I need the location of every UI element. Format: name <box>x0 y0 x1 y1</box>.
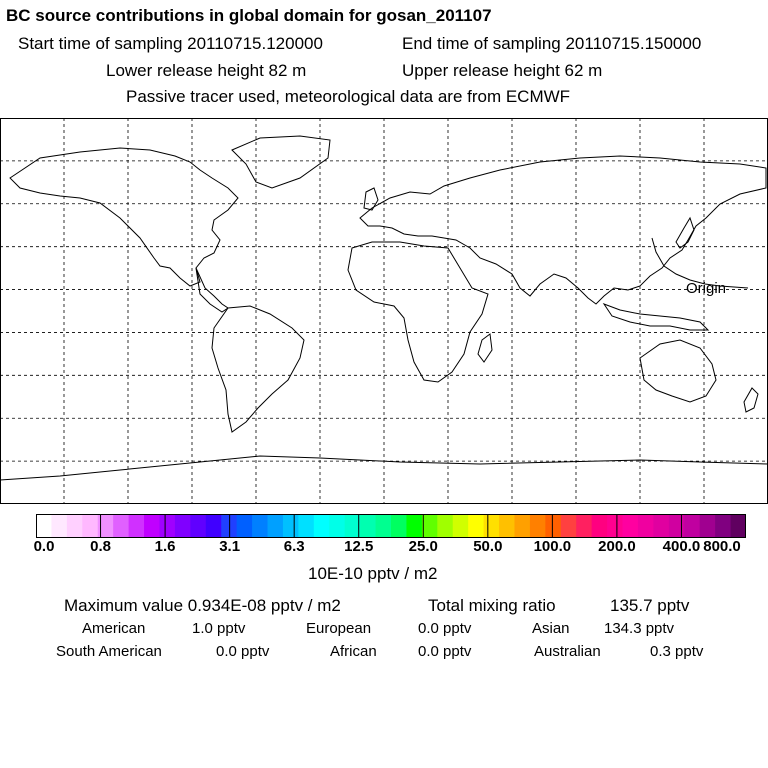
trajectory-label: Origin <box>686 280 727 297</box>
colorbar-cell <box>159 514 175 538</box>
colorbar-cell <box>175 514 191 538</box>
region-african-value: 0.0 pptv <box>418 643 472 660</box>
world-map <box>0 118 768 504</box>
colorbar-cell <box>82 514 98 538</box>
colorbar-cell <box>283 514 299 538</box>
end-time: End time of sampling 20110715.150000 <box>402 34 702 53</box>
region-european-value: 0.0 pptv <box>418 620 472 637</box>
colorbar-cell <box>129 514 145 538</box>
start-time: Start time of sampling 20110715.120000 <box>18 34 323 53</box>
colorbar-tick-label: 50.0 <box>473 538 503 555</box>
colorbar-cell <box>530 514 546 538</box>
colorbar-cell <box>391 514 407 538</box>
colorbar-cell <box>422 514 438 538</box>
colorbar-cell <box>51 514 67 538</box>
lower-release-height: Lower release height 82 m <box>106 61 307 80</box>
colorbar-tick-label: 800.0 <box>703 538 741 555</box>
colorbar-tick-label: 1.6 <box>154 538 176 555</box>
region-asian-name: Asian <box>532 620 570 637</box>
total-label: Total mixing ratio <box>428 596 556 615</box>
colorbar-cell <box>576 514 592 538</box>
region-european-name: European <box>306 620 372 637</box>
colorbar-cell <box>669 514 685 538</box>
colorbar-cell <box>406 514 422 538</box>
total-value: 135.7 pptv <box>610 596 690 615</box>
colorbar-cell <box>484 514 500 538</box>
max-value: Maximum value 0.934E-08 pptv / m2 <box>64 596 341 615</box>
colorbar-cell <box>592 514 608 538</box>
tracer-note: Passive tracer used, meteorological data are from ECMWF <box>126 87 571 106</box>
colorbar-cell <box>468 514 484 538</box>
colorbar-tick-label: 100.0 <box>533 538 572 555</box>
region-american-value: 1.0 pptv <box>192 620 246 637</box>
colorbar-cell <box>237 514 253 538</box>
colorbar-cell <box>561 514 577 538</box>
colorbar-cell <box>638 514 654 538</box>
colorbar-tick-label: 200.0 <box>598 538 636 555</box>
colorbar-cell <box>314 514 330 538</box>
region-asian-value: 134.3 pptv <box>604 620 675 637</box>
colorbar <box>36 514 746 538</box>
region-australian-name: Australian <box>534 643 601 660</box>
colorbar-cell <box>437 514 453 538</box>
colorbar-cell <box>623 514 639 538</box>
region-australian-value: 0.3 pptv <box>650 643 704 660</box>
colorbar-cell <box>144 514 160 538</box>
colorbar-tick-label: 400.0 <box>662 538 701 555</box>
colorbar-cell <box>67 514 83 538</box>
colorbar-cell <box>653 514 669 538</box>
colorbar-tick-label: 25.0 <box>408 538 438 555</box>
colorbar-cell <box>545 514 561 538</box>
upper-release-height: Upper release height 62 m <box>402 61 603 80</box>
colorbar-cell <box>113 514 129 538</box>
colorbar-cell <box>360 514 376 538</box>
plot-title: BC source contributions in global domain for gosan_201107 <box>6 6 492 25</box>
colorbar-cell <box>607 514 623 538</box>
colorbar-cell <box>36 514 52 538</box>
colorbar-cell <box>514 514 530 538</box>
colorbar-cell <box>190 514 206 538</box>
colorbar-cell <box>731 514 746 538</box>
colorbar-tick-label: 0.0 <box>33 538 55 555</box>
colorbar-tick-label: 3.1 <box>219 538 241 555</box>
colorbar-unit: 10E-10 pptv / m2 <box>308 564 438 583</box>
colorbar-cell <box>715 514 731 538</box>
colorbar-cell <box>252 514 268 538</box>
colorbar-tick-label: 12.5 <box>344 538 374 555</box>
colorbar-cell <box>499 514 515 538</box>
colorbar-cell <box>298 514 314 538</box>
colorbar-cell <box>206 514 222 538</box>
region-american-name: American <box>82 620 146 637</box>
colorbar-cell <box>268 514 284 538</box>
colorbar-cell <box>684 514 700 538</box>
region-south-american-value: 0.0 pptv <box>216 643 270 660</box>
colorbar-cell <box>700 514 716 538</box>
colorbar-tick-label: 6.3 <box>283 538 305 555</box>
region-african-name: African <box>330 643 377 660</box>
colorbar-cell <box>329 514 345 538</box>
region-south-american-name: South American <box>56 643 162 660</box>
colorbar-tick-label: 0.8 <box>90 538 111 555</box>
colorbar-cell <box>453 514 469 538</box>
colorbar-cell <box>376 514 392 538</box>
